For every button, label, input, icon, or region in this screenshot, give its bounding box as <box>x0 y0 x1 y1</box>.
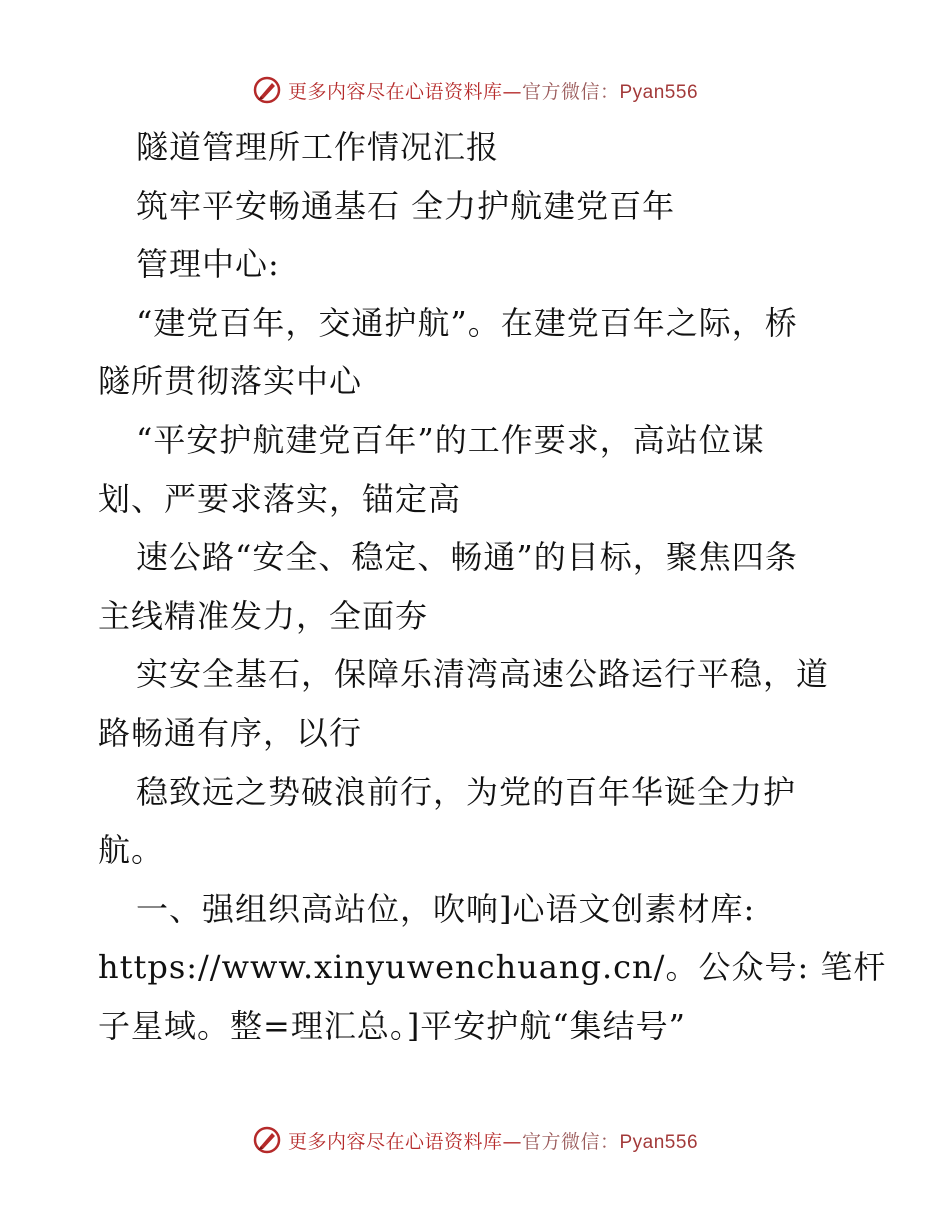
banner-main-text: 更多内容尽在心语资料库— <box>287 1130 522 1153</box>
banner-wechat-id: Pyan556 <box>619 81 699 103</box>
doc-line: 实安全基石，保障乐清湾高速公路运行平稳，道 <box>136 655 830 694</box>
doc-line: 速公路“安全、稳定、畅通”的目标，聚焦四条 <box>136 538 798 577</box>
banner-text <box>288 1127 698 1154</box>
doc-line: 稳致远之势破浪前行，为党的百年华诞全力护 <box>136 772 797 811</box>
doc-section-heading: 一、强组织高站位，吹响]心语文创素材库: <box>136 889 756 928</box>
doc-line: “平安护航建党百年”的工作要求，高站位谋 <box>136 420 765 459</box>
pen-logo-icon <box>252 1125 282 1155</box>
banner-wechat-label: 官方微信： <box>521 80 620 103</box>
banner-wechat-id: Pyan556 <box>619 1131 699 1153</box>
doc-salutation: 管理中心: <box>136 245 280 284</box>
doc-line: 划、严要求落实，锚定高 <box>98 479 462 518</box>
pen-logo-icon <box>252 75 282 105</box>
doc-line-url: https://www.xinyuwenchuang.cn/。公众号: 笔杆 <box>98 948 887 987</box>
doc-subtitle: 筑牢平安畅通基石 全力护航建党百年 <box>136 186 676 225</box>
doc-line: 路畅通有序，以行 <box>98 713 363 752</box>
doc-line: 隧所贯彻落实中心 <box>98 362 363 401</box>
footer-watermark-banner <box>0 1120 950 1160</box>
doc-line: “建党百年，交通护航”。在建党百年之际，桥 <box>136 303 798 342</box>
header-watermark-banner <box>0 70 950 110</box>
banner-main-text: 更多内容尽在心语资料库— <box>287 80 522 103</box>
banner-text <box>288 77 698 104</box>
banner-wechat-label: 官方微信： <box>521 1130 620 1153</box>
doc-line: 子星域。整=理汇总。]平安护航“集结号” <box>98 1006 687 1045</box>
doc-title: 隧道管理所工作情况汇报 <box>136 128 500 166</box>
doc-line: 主线精准发力，全面夯 <box>98 596 429 635</box>
document-body <box>98 118 887 1056</box>
doc-line: 航。 <box>98 831 165 870</box>
